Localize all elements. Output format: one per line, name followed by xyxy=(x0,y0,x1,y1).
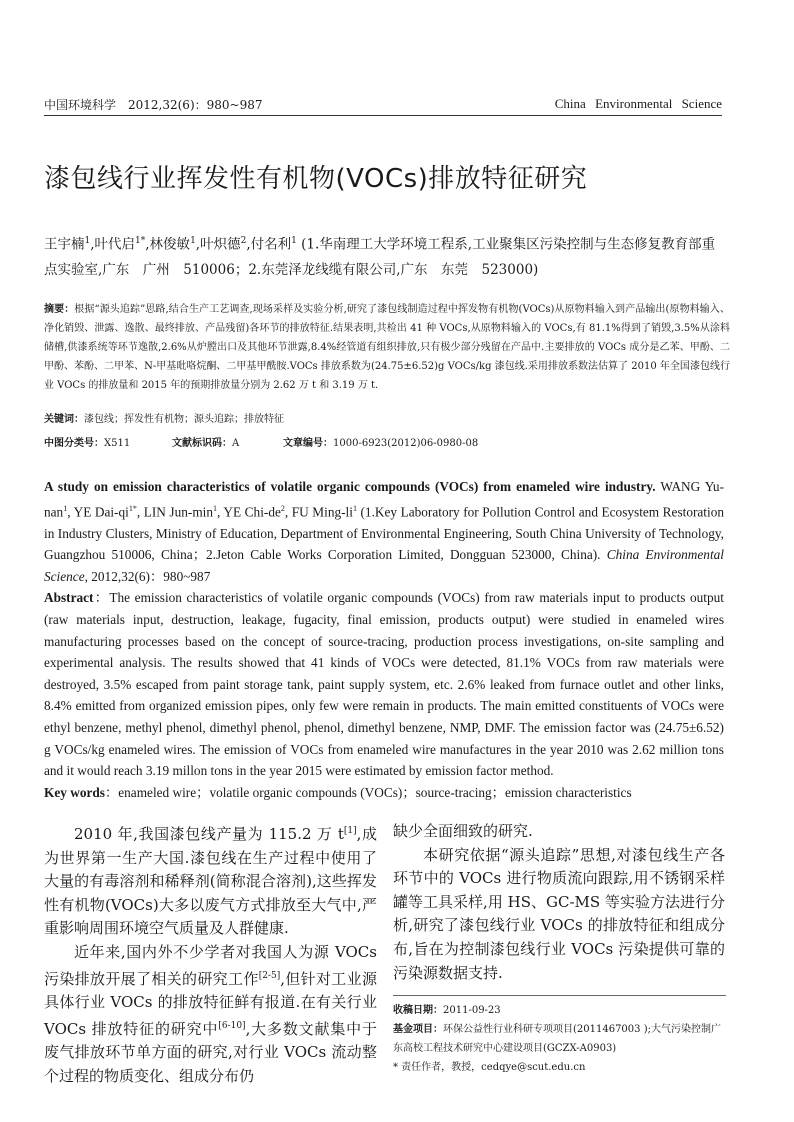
en-author-4-mark: 2 xyxy=(280,503,285,513)
chinese-abstract xyxy=(44,300,730,395)
received-value: 2011-09-23 xyxy=(443,1005,501,1016)
zh-abstract-label: 摘要： xyxy=(44,304,75,315)
chinese-keywords xyxy=(44,410,284,425)
citation-ref: [6-10] xyxy=(218,1020,246,1031)
en-author-2: , YE Dai-qi xyxy=(67,504,129,520)
article-no-label: 文章编号： xyxy=(283,438,333,449)
body-p2-text-a: 近年来,国内外不少学者对我国人为源 VOCs 污染排放开展了相关的研究工作 xyxy=(44,942,377,988)
author-1-mark: 1 xyxy=(84,236,91,246)
citation-ref: [1] xyxy=(343,826,357,836)
en-citation: , 2012,32(6)：980~987 xyxy=(84,568,211,584)
body-paragraph-3: 本研究依据“源头追踪”思想,对漆包线生产各环节中的 VOCs 进行物质流向跟踪,用不锈钢采样罐等工具采样,用 HS、GC-MS 等实验方法进行分析,研究了漆包线行业 VOCs 的排放特征和组成分布,旨在为控制漆包线行业 VOCs 污染提供可靠的污染源数据支持. xyxy=(393,845,725,982)
doc-code-value: A xyxy=(232,438,240,449)
body-paragraph-1 xyxy=(44,820,377,941)
footnotes xyxy=(393,1001,728,1077)
en-author-3: , LIN Jun-min xyxy=(136,504,214,520)
zh-abstract-text: 根据“源头追踪”思路,结合生产工艺调查,现场采样及实验分析,研究了漆包线制造过程中挥发物有机物(VOCs)从原物料输入到产品输出(原物料输入、净化销毁、泄露、逸散、最终排放、产品残留)各环节的排放特征.结果表明,共检出 41 种 VOCs,从原物料输入的 VOCs,有 81.1%得到了销毁,3.5%从涂料储槽,供漆系统等环节逸散,2.6%从炉膛出口及其他环节泄露,8.4%经管道有组织排放,只有极少部分残留在产品中.主要排放的 VOCs 成分是乙苯、甲酚、二甲酚、苯酚、二甲苯、N-甲基吡咯烷酮、二甲基甲酰胺.VOCs 排放系数为(24.75±6.52)g VOCs/kg 漆包线.采用排放系数法估算了 2010 年全国漆包线行业 VOCs 的排放量和 2015 年的预期排放量分别为 2.62 万 t 和 3.19 万 t. xyxy=(44,304,731,391)
header-rule xyxy=(44,115,722,116)
en-abstract-text: ：The emission characteristics of volatile organic compounds (VOCs) from raw materials input to products output (raw materials input, destruction, leakage, fugacity, final emission, products output) were studied in enameled wires manufacturing processes based on the concept of source-tracing, production process investigations, on-site sampling and experimental analysis. The results showed that 41 kinds of VOCs were detected, 81.1% VOCs from raw materials were destroyed, 3.5% escaped from paint storage tank, paint supply system, etc. 2.6% leaked from furnace outlet and other links, 8.4% emitted from organized emission pipes, only few were remain in products. The main emitted constituents of VOCs were ethyl benzene, methyl phenol, dimethyl phenol, phenol, dimethyl benzene, NMP, DMF. The emission factor was (24.75±6.52) g VOCs/kg enameled wires. The emission of VOCs from enameled wire manufactures in the year 2010 was 2.62 million tons and it would reach 3.19 millon tons in the year 2015 were estimated by emission factor method. xyxy=(44,590,724,779)
author-4-mark: 2 xyxy=(240,236,247,246)
body-p2-text-c: ,大多数文献集中于废气排放环节单方面的研究,对行业 VOCs 流动整个过程的物质变化、组成分布仍 xyxy=(44,1019,377,1085)
english-keywords xyxy=(44,782,724,804)
author-5: ,付名利 xyxy=(246,236,292,253)
paper-title: 漆包线行业挥发性有机物(VOCs)排放特征研究 xyxy=(44,164,588,194)
citation-ref: [2-5] xyxy=(258,970,281,981)
en-author-4: , YE Chi-de xyxy=(217,504,281,520)
fund-label: 基金项目： xyxy=(393,1024,443,1035)
classification-line xyxy=(44,434,478,449)
english-title: A study on emission characteristics of volatile organic compounds (VOCs) from enameled wire industry. xyxy=(44,479,656,494)
en-author-3-mark: 1 xyxy=(213,503,218,513)
corresponding-author: * 责任作者，教授，cedqye@scut.edu.cn xyxy=(393,1062,586,1073)
body-paragraph-2 xyxy=(44,941,377,1089)
author-4: ,叶炽德 xyxy=(195,236,241,253)
body-paragraph-2-cont: 缺少全面细致的研究. xyxy=(393,822,533,840)
author-1: 王宇楠 xyxy=(44,236,85,253)
en-author-5: , FU Ming-li xyxy=(284,504,353,520)
footnote-rule xyxy=(393,995,726,996)
clc-label: 中图分类号： xyxy=(44,438,104,449)
en-author-1: WANG Yu-nan xyxy=(44,479,725,520)
author-5-mark: 1 xyxy=(291,236,297,246)
header-journal-citation: 中国环境科学 2012,32(6)：980~987 xyxy=(44,98,263,112)
body-p1-text-b: ,成为世界第一生产大国.漆包线在生产过程中使用了大量的有毒溶剂和稀释剂(简称混合溶剂),这些挥发性有机物(VOCs)大多以废气方式排放至大气中,严重影响周围环境空气质量及人群健康. xyxy=(44,825,377,938)
english-title-authors xyxy=(44,476,724,587)
en-keywords: ：enameled wire；volatile organic compounds (VOCs)；source-tracing；emission characteristics xyxy=(104,784,632,800)
en-journal: China Environmental Science xyxy=(44,547,724,584)
author-3: ,林俊敏 xyxy=(145,236,191,253)
en-author-2-mark: 1* xyxy=(128,503,137,513)
affiliation: (1.华南理工大学环境工程系,工业聚集区污染控制与生态修复教育部重点实验室,广东 广州 510006；2.东莞泽龙线缆有限公司,广东 东莞 523000) xyxy=(44,236,716,278)
en-affiliation: (1.Key Laboratory for Pollution Control and Ecosystem Restoration in Industry Clusters, Ministry of Education, Department of Environmental Engineering, South China University of Technology, Guangzhou 510006, China；2.Jeton Cable Works Corporation Limited, Dongguan 523000, China). xyxy=(44,504,724,563)
english-abstract-body xyxy=(44,587,724,781)
en-author-1-mark: 1 xyxy=(63,503,68,513)
received-label: 收稿日期： xyxy=(393,1005,443,1016)
english-abstract xyxy=(44,476,724,803)
en-author-5-mark: 1 xyxy=(352,503,357,513)
header-journal-name: China Environmental Science xyxy=(554,96,722,111)
body-p1-text-a: 2010 年,我国漆包线产量为 115.2 万 t xyxy=(74,825,344,843)
zh-keywords-label: 关键词： xyxy=(44,414,84,425)
body-left-column xyxy=(44,820,377,1089)
zh-keywords: 漆包线；挥发性有机物；源头追踪；排放特征 xyxy=(84,414,284,425)
fund-value: 环保公益性行业科研专项项目(2011467003 );大气污染控制广东高校工程技术研究中心建设项目(GCZX-A0903) xyxy=(393,1024,721,1054)
article-no-value: 1000-6923(2012)06-0980-08 xyxy=(333,438,479,449)
fund-info xyxy=(393,1020,728,1058)
en-keywords-label: Key words xyxy=(44,784,105,800)
body-right-column xyxy=(393,820,725,985)
doc-code-label: 文献标识码： xyxy=(172,438,232,449)
author-2: ,叶代启 xyxy=(90,236,136,253)
clc-value: X511 xyxy=(104,438,131,449)
received-date xyxy=(393,1001,728,1020)
authors-affiliations xyxy=(44,229,726,283)
body-p2-text-b: ,但针对工业源具体行业 VOCs 的排放特征鲜有报道.在有关行业 VOCs 排放特征的研究中 xyxy=(44,969,377,1038)
running-header xyxy=(44,96,722,114)
author-2-mark: 1* xyxy=(135,236,146,246)
en-abstract-label: Abstract xyxy=(44,590,94,606)
author-3-mark: 1 xyxy=(190,236,196,246)
